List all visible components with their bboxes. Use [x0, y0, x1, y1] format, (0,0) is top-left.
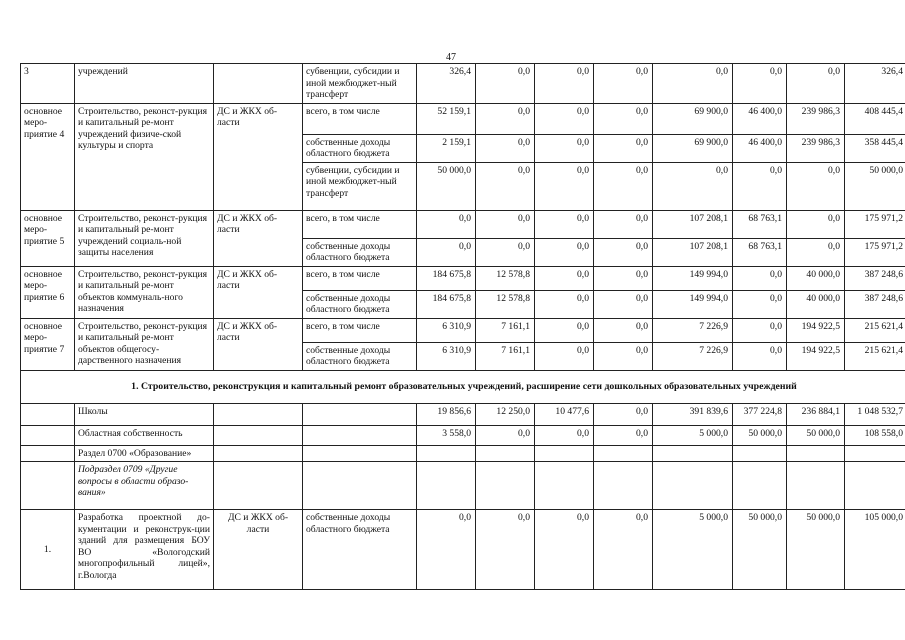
table-row	[21, 266, 905, 290]
value-cell: 0,0	[594, 318, 653, 342]
value-cell	[594, 462, 653, 510]
value-cell: 12 578,8	[476, 290, 535, 318]
value-cell: 387 248,6	[845, 290, 905, 318]
event-name-cell: учреждений	[75, 64, 214, 104]
event-name-cell: Раздел 0700 «Образование»	[75, 445, 214, 462]
value-cell: 52 159,1	[417, 103, 476, 134]
value-cell: 0,0	[594, 266, 653, 290]
source-cell	[303, 462, 417, 510]
value-cell: 184 675,8	[417, 290, 476, 318]
value-cell: 107 208,1	[653, 210, 733, 238]
event-name-cell: Школы	[75, 403, 214, 425]
value-cell: 7 226,9	[653, 342, 733, 370]
event-name-cell: Разработка проектной до-кументации и реконструк-ции зданий для размещения БОУ ВО «Вологодский многопрофильный лицей», г.Вологда	[75, 510, 214, 590]
event-number-cell: основное меро-приятие 6	[21, 266, 75, 318]
value-cell: 0,0	[594, 290, 653, 318]
value-cell: 0,0	[594, 403, 653, 425]
value-cell: 50 000,0	[733, 510, 787, 590]
value-cell: 5 000,0	[653, 510, 733, 590]
event-name-cell: Строительство, реконст-рукция и капитальный ре-монт учреждений физиче-ской культуры и спорта	[75, 103, 214, 210]
value-cell: 0,0	[594, 134, 653, 162]
value-cell: 50 000,0	[417, 162, 476, 210]
value-cell: 0,0	[476, 64, 535, 104]
value-cell: 0,0	[417, 238, 476, 266]
executor-cell: ДС и ЖКХ об-ласти	[214, 103, 303, 210]
table-row	[21, 445, 905, 462]
value-cell: 1 048 532,7	[845, 403, 905, 425]
value-cell: 0,0	[476, 162, 535, 210]
value-cell: 0,0	[417, 510, 476, 590]
value-cell: 391 839,6	[653, 403, 733, 425]
value-cell	[733, 462, 787, 510]
event-number-cell: основное меро-приятие 4	[21, 103, 75, 210]
value-cell	[417, 445, 476, 462]
value-cell: 68 763,1	[733, 238, 787, 266]
table-row	[21, 462, 905, 510]
value-cell: 0,0	[594, 425, 653, 445]
value-cell: 0,0	[594, 238, 653, 266]
value-cell	[733, 445, 787, 462]
table-row	[21, 425, 905, 445]
value-cell: 50 000,0	[733, 425, 787, 445]
value-cell: 0,0	[594, 103, 653, 134]
source-cell	[303, 445, 417, 462]
event-number-cell	[21, 425, 75, 445]
source-cell	[303, 403, 417, 425]
value-cell: 0,0	[535, 162, 594, 210]
value-cell: 7 161,1	[476, 342, 535, 370]
executor-cell	[214, 462, 303, 510]
value-cell: 5 000,0	[653, 425, 733, 445]
value-cell: 149 994,0	[653, 290, 733, 318]
source-cell: всего, в том числе	[303, 210, 417, 238]
source-cell: всего, в том числе	[303, 266, 417, 290]
source-cell: субвенции, субсидии и иной межбюджет-ный трансферт	[303, 162, 417, 210]
value-cell: 408 445,4	[845, 103, 905, 134]
budget-table	[20, 63, 905, 590]
value-cell: 184 675,8	[417, 266, 476, 290]
source-cell: собственные доходы областного бюджета	[303, 342, 417, 370]
value-cell: 0,0	[476, 210, 535, 238]
event-name-cell: Строительство, реконст-рукция и капитальный ре-монт учреждений социаль-ной защиты населения	[75, 210, 214, 266]
value-cell: 0,0	[594, 64, 653, 104]
value-cell: 0,0	[787, 64, 845, 104]
value-cell: 215 621,4	[845, 318, 905, 342]
table-row	[21, 510, 905, 590]
value-cell: 0,0	[476, 425, 535, 445]
value-cell: 68 763,1	[733, 210, 787, 238]
source-cell: собственные доходы областного бюджета	[303, 134, 417, 162]
value-cell	[653, 445, 733, 462]
executor-cell	[214, 425, 303, 445]
value-cell: 0,0	[733, 64, 787, 104]
source-cell	[303, 425, 417, 445]
value-cell: 377 224,8	[733, 403, 787, 425]
value-cell: 0,0	[787, 238, 845, 266]
page-number: 47	[446, 52, 456, 63]
value-cell: 7 226,9	[653, 318, 733, 342]
value-cell: 7 161,1	[476, 318, 535, 342]
value-cell: 10 477,6	[535, 403, 594, 425]
executor-cell	[214, 445, 303, 462]
table-row	[21, 103, 905, 134]
value-cell	[535, 462, 594, 510]
value-cell: 50 000,0	[787, 510, 845, 590]
event-number-cell	[21, 403, 75, 425]
value-cell: 0,0	[653, 162, 733, 210]
value-cell: 0,0	[594, 342, 653, 370]
source-cell: субвенции, субсидии и иной межбюджет-ный трансферт	[303, 64, 417, 104]
value-cell: 46 400,0	[733, 134, 787, 162]
source-cell: собственные доходы областного бюджета	[303, 238, 417, 266]
value-cell: 0,0	[535, 210, 594, 238]
event-number-cell: 3	[21, 64, 75, 104]
value-cell: 175 971,2	[845, 210, 905, 238]
value-cell: 0,0	[535, 510, 594, 590]
table-row	[21, 318, 905, 342]
value-cell: 69 900,0	[653, 103, 733, 134]
value-cell: 0,0	[594, 510, 653, 590]
value-cell: 40 000,0	[787, 290, 845, 318]
value-cell: 12 578,8	[476, 266, 535, 290]
value-cell: 3 558,0	[417, 425, 476, 445]
value-cell: 50 000,0	[845, 162, 905, 210]
executor-cell	[214, 64, 303, 104]
executor-cell: ДС и ЖКХ об-ласти	[214, 318, 303, 370]
value-cell: 0,0	[787, 210, 845, 238]
value-cell: 326,4	[845, 64, 905, 104]
section-title: 1. Строительство, реконструкция и капитальный ремонт образовательных учреждений, расширение сети дошкольных образовательных учреждений	[21, 370, 905, 403]
value-cell: 50 000,0	[787, 425, 845, 445]
value-cell: 46 400,0	[733, 103, 787, 134]
table-row	[21, 64, 905, 104]
value-cell: 0,0	[535, 64, 594, 104]
value-cell	[476, 445, 535, 462]
event-name-cell: Строительство, реконст-рукция и капитальный ре-монт объектов общегосу-дарственного назначения	[75, 318, 214, 370]
value-cell: 0,0	[787, 162, 845, 210]
value-cell	[845, 462, 905, 510]
value-cell: 2 159,1	[417, 134, 476, 162]
value-cell	[787, 462, 845, 510]
value-cell: 0,0	[535, 290, 594, 318]
value-cell: 0,0	[535, 425, 594, 445]
event-number-cell	[21, 462, 75, 510]
value-cell: 236 884,1	[787, 403, 845, 425]
value-cell: 387 248,6	[845, 266, 905, 290]
value-cell: 0,0	[733, 266, 787, 290]
executor-cell: ДС и ЖКХ об-ласти	[214, 266, 303, 318]
value-cell: 358 445,4	[845, 134, 905, 162]
event-number-cell	[21, 445, 75, 462]
source-cell: всего, в том числе	[303, 318, 417, 342]
value-cell: 0,0	[476, 238, 535, 266]
value-cell: 0,0	[733, 318, 787, 342]
value-cell	[535, 445, 594, 462]
executor-cell: ДС и ЖКХ об-ласти	[214, 510, 303, 590]
event-name-cell: Областная собственность	[75, 425, 214, 445]
value-cell	[787, 445, 845, 462]
value-cell: 0,0	[535, 134, 594, 162]
event-number-cell: основное меро-приятие 5	[21, 210, 75, 266]
value-cell: 69 900,0	[653, 134, 733, 162]
value-cell: 6 310,9	[417, 318, 476, 342]
value-cell: 175 971,2	[845, 238, 905, 266]
value-cell	[594, 445, 653, 462]
value-cell: 194 922,5	[787, 342, 845, 370]
value-cell: 0,0	[733, 290, 787, 318]
value-cell: 0,0	[535, 342, 594, 370]
value-cell: 108 558,0	[845, 425, 905, 445]
value-cell: 0,0	[594, 162, 653, 210]
value-cell: 326,4	[417, 64, 476, 104]
value-cell	[653, 462, 733, 510]
event-name-cell: Подраздел 0709 «Другие вопросы в области образо-вания»	[75, 462, 214, 510]
table-row	[21, 370, 905, 403]
source-cell: собственные доходы областного бюджета	[303, 510, 417, 590]
value-cell: 19 856,6	[417, 403, 476, 425]
value-cell: 6 310,9	[417, 342, 476, 370]
value-cell	[845, 445, 905, 462]
value-cell: 0,0	[476, 134, 535, 162]
value-cell: 194 922,5	[787, 318, 845, 342]
value-cell: 0,0	[594, 210, 653, 238]
value-cell: 0,0	[476, 510, 535, 590]
value-cell: 0,0	[535, 318, 594, 342]
value-cell: 239 986,3	[787, 134, 845, 162]
table-row	[21, 210, 905, 238]
table-row	[21, 403, 905, 425]
value-cell	[417, 462, 476, 510]
executor-cell: ДС и ЖКХ об-ласти	[214, 210, 303, 266]
value-cell: 40 000,0	[787, 266, 845, 290]
value-cell: 149 994,0	[653, 266, 733, 290]
value-cell	[476, 462, 535, 510]
value-cell: 12 250,0	[476, 403, 535, 425]
source-cell: всего, в том числе	[303, 103, 417, 134]
value-cell: 0,0	[535, 266, 594, 290]
value-cell: 0,0	[733, 342, 787, 370]
value-cell: 0,0	[417, 210, 476, 238]
value-cell: 0,0	[733, 162, 787, 210]
value-cell: 105 000,0	[845, 510, 905, 590]
value-cell: 107 208,1	[653, 238, 733, 266]
event-number-cell: 1.	[21, 510, 75, 590]
event-name-cell: Строительство, реконст-рукция и капитальный ре-монт объектов коммуналь-ного назначения	[75, 266, 214, 318]
value-cell: 0,0	[535, 103, 594, 134]
value-cell: 239 986,3	[787, 103, 845, 134]
value-cell: 0,0	[535, 238, 594, 266]
value-cell: 0,0	[653, 64, 733, 104]
executor-cell	[214, 403, 303, 425]
value-cell: 215 621,4	[845, 342, 905, 370]
source-cell: собственные доходы областного бюджета	[303, 290, 417, 318]
value-cell: 0,0	[476, 103, 535, 134]
event-number-cell: основное меро-приятие 7	[21, 318, 75, 370]
